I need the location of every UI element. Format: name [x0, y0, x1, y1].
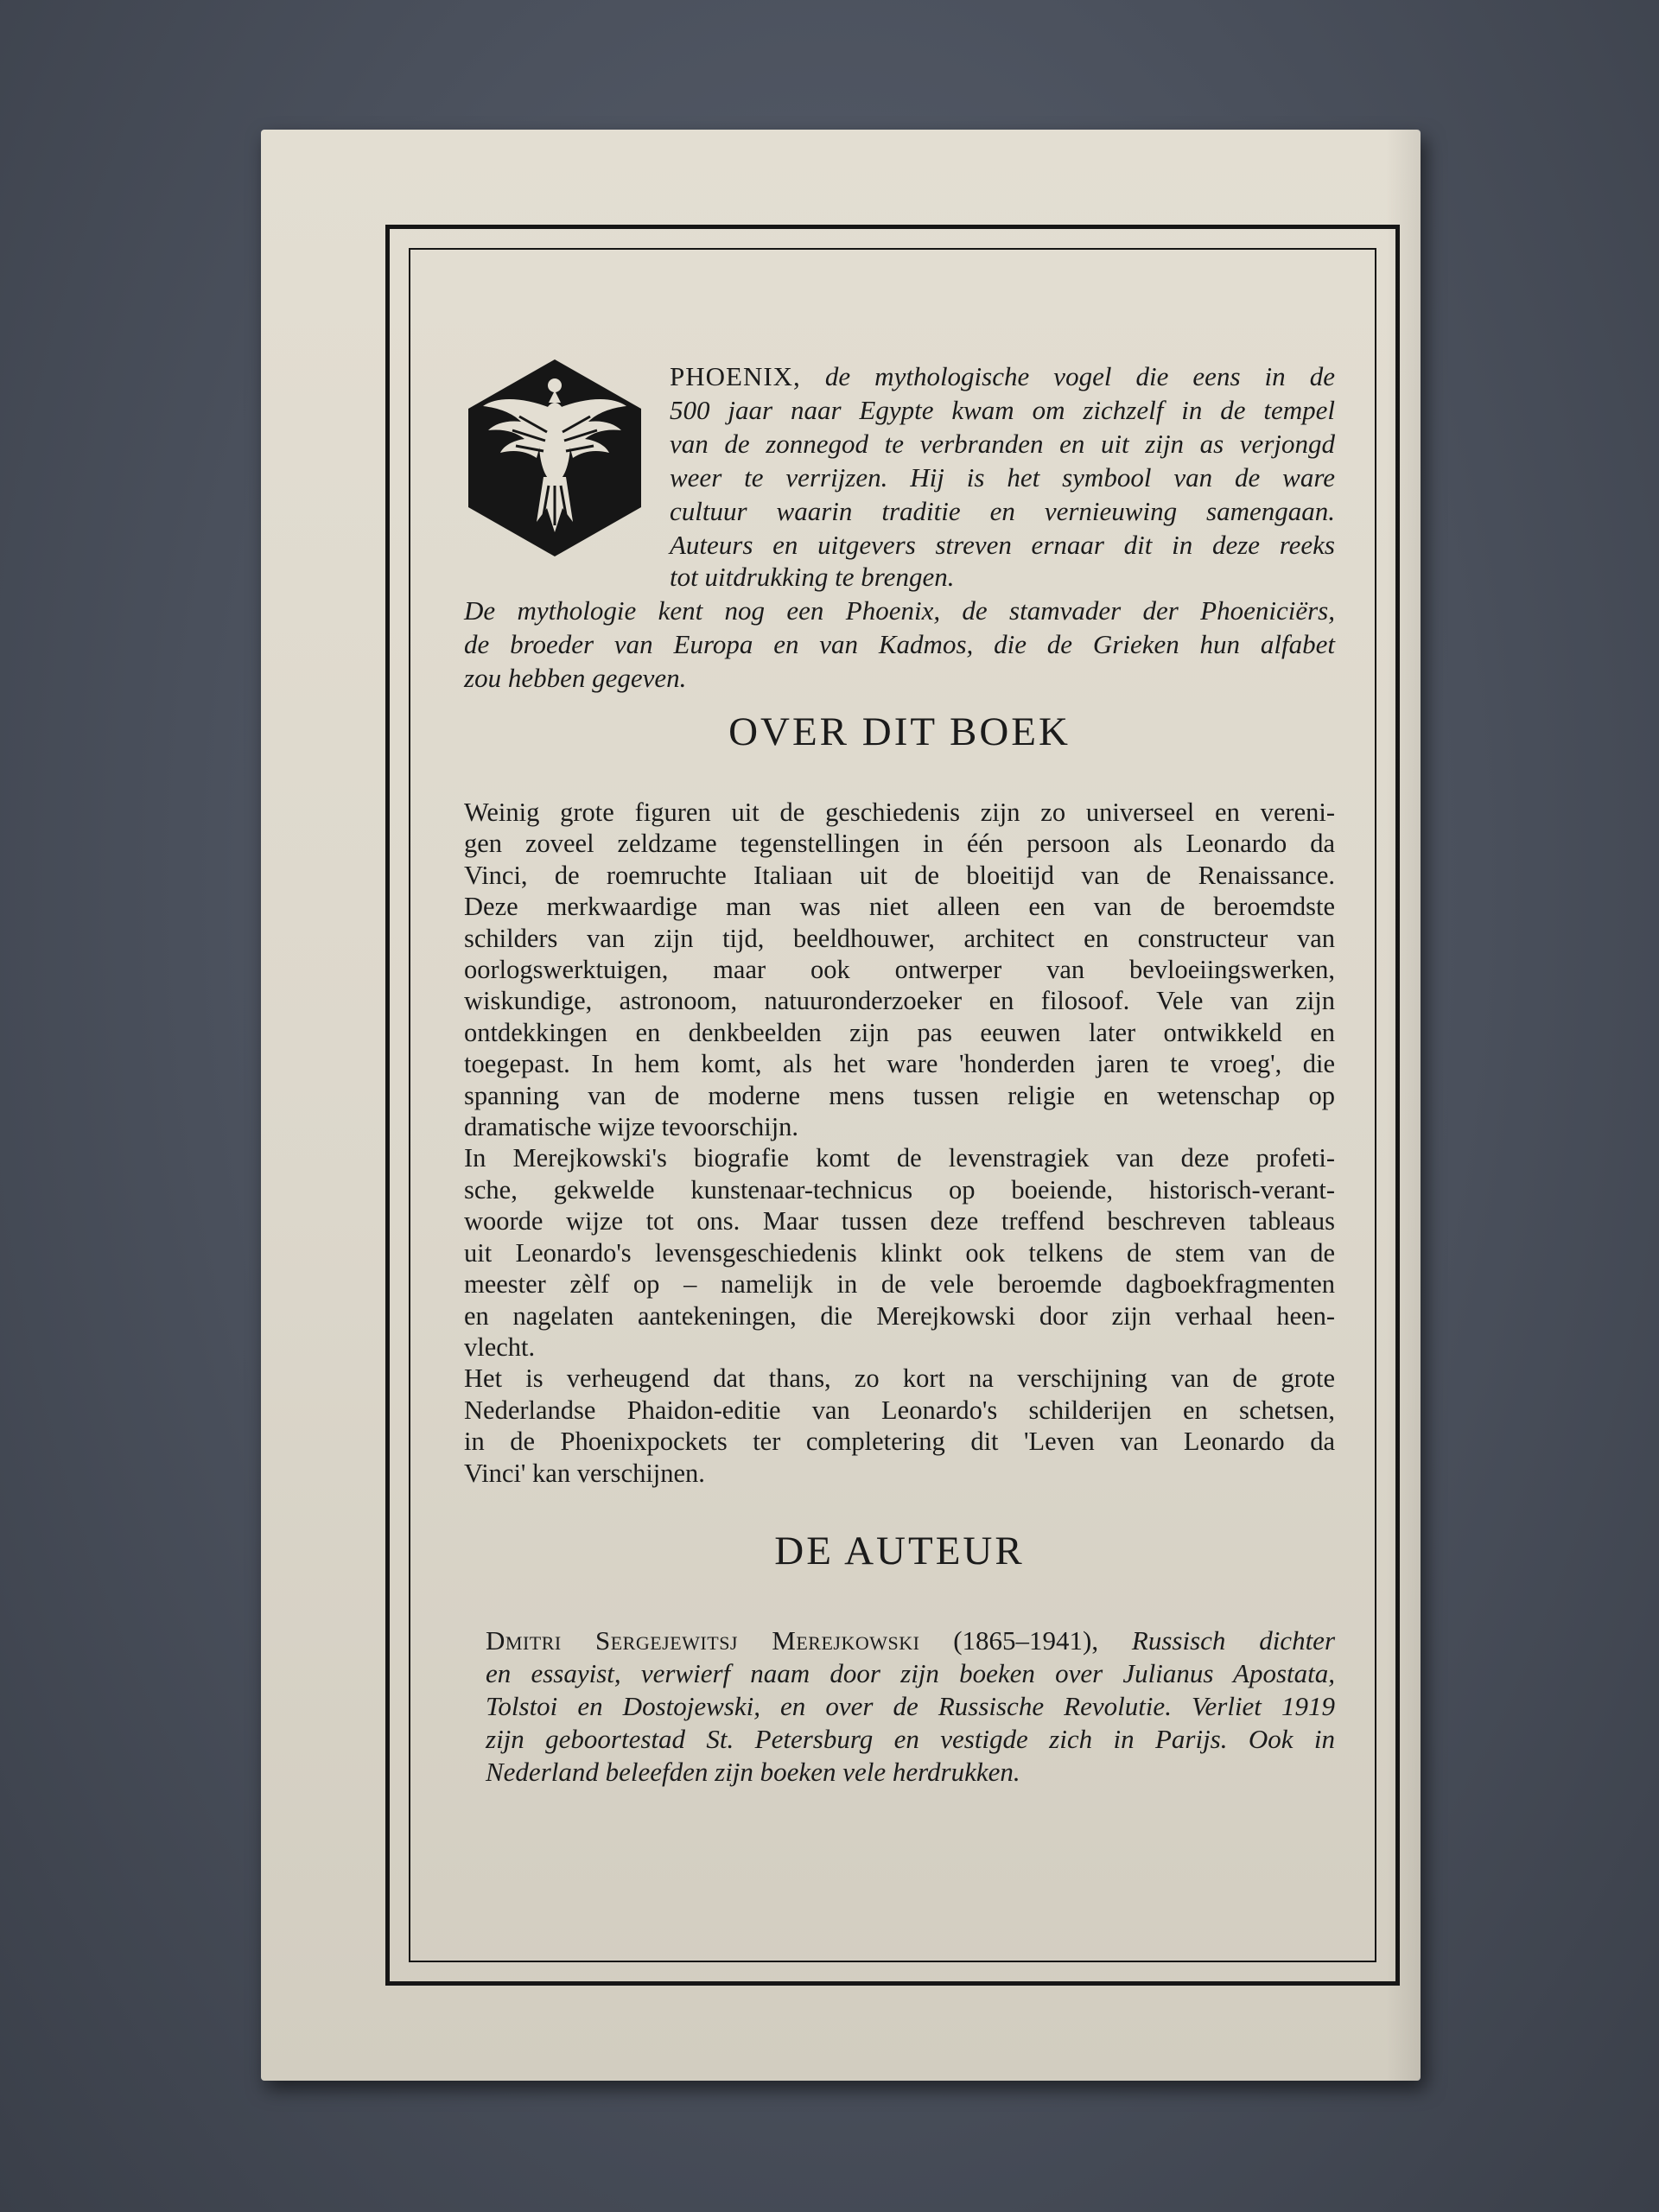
body-line: ontdekkingen en denkbeelden zijn pas eeuwen later ontwikkeld en	[464, 1017, 1335, 1047]
body-line: spanning van de moderne mens tussen religie en wetenschap op	[464, 1080, 1335, 1110]
phoenix-intro-continued	[464, 560, 1335, 695]
body-line: Vinci' kan verschijnen.	[464, 1458, 705, 1488]
intro-line: De mythologie kent nog een Phoenix, de stamvader der Phoeniciërs,	[464, 595, 1335, 626]
intro-line: weer te verrijzen. Hij is het symbool van de ware	[670, 462, 1335, 493]
body-line: in de Phoenixpockets ter completering dit 'Leven van Leonardo da	[464, 1427, 1335, 1457]
intro-line: Auteurs en uitgevers streven ernaar dit in deze reeks	[670, 530, 1335, 560]
intro-line: 500 jaar naar Egypte kwam om zichzelf in de tempel	[670, 395, 1335, 425]
author-line: Dmitri Sergejewitsj Merejkowski (1865–1941), Russisch dichter	[486, 1625, 1336, 1656]
body-line: Het is verheugend dat thans, zo kort na verschijning van de grote	[464, 1363, 1335, 1394]
author-dates: (1865–1941),	[919, 1625, 1099, 1656]
author-line: Nederland beleefden zijn boeken vele herdrukken.	[486, 1757, 1020, 1787]
author-line: en essayist, verwierf naam door zijn boeken over Julianus Apostata,	[486, 1658, 1335, 1688]
heading-over-dit-boek: OVER DIT BOEK	[728, 709, 1071, 754]
body-line: Deze merkwaardige man was niet alleen een van de beroemdste	[464, 892, 1335, 922]
body-line: meester zèlf op – namelijk in de vele beroemde dagboekfragmenten	[464, 1269, 1335, 1300]
body-line: uit Leonardo's levensgeschiedenis klinkt ook telkens de stem van de	[464, 1237, 1335, 1268]
author-line: zijn geboortestad St. Petersburg en vestigde zich in Parijs. Ook in	[486, 1724, 1335, 1754]
book-back-cover	[261, 130, 1421, 2081]
author-bio	[486, 1624, 1335, 1789]
intro-line: tot uitdrukking te brengen.	[670, 562, 955, 592]
body-line: Nederlandse Phaidon-editie van Leonardo's schilderijen en schetsen,	[464, 1395, 1335, 1425]
body-line: In Merejkowski's biografie komt de levenstragiek van deze profeti-	[464, 1143, 1335, 1173]
phoenix-intro-beside-logo	[670, 359, 1335, 562]
body-line: schilders van zijn tijd, beeldhouwer, architect en constructeur van	[464, 923, 1335, 953]
body-line: woorde wijze tot ons. Maar tussen deze treffend beschreven tableaus	[464, 1206, 1335, 1236]
body-line: sche, gekwelde kunstenaar-technicus op boeiende, historisch-verant-	[464, 1174, 1335, 1205]
book-description	[464, 797, 1335, 1489]
author-name: Dmitri Sergejewitsj Merejkowski	[486, 1625, 920, 1656]
body-line: dramatische wijze tevoorschijn.	[464, 1112, 799, 1142]
heading-de-auteur: DE AUTEUR	[774, 1529, 1025, 1573]
intro-line: cultuur waarin traditie en vernieuwing samengaan.	[670, 496, 1335, 526]
phoenix-lead-word: PHOENIX,	[670, 361, 801, 391]
cover-text-block	[464, 356, 1336, 1911]
intro-line: zou hebben gegeven.	[464, 663, 687, 693]
author-line: Tolstoi en Dostojewski, en over de Russische Revolutie. Verliet 1919	[486, 1691, 1335, 1721]
body-line: wiskundige, astronoom, natuuronderzoeker en filosoof. Vele van zijn	[464, 986, 1335, 1016]
intro-line: PHOENIX, de mythologische vogel die eens in de	[670, 361, 1335, 391]
body-line: gen zoveel zeldzame tegenstellingen in één persoon als Leonardo da	[464, 829, 1335, 859]
body-line: Vinci, de roemruchte Italiaan uit de bloeitijd van de Renaissance.	[464, 860, 1335, 890]
body-line: oorlogswerktuigen, maar ook ontwerper van bevloeiingswerken,	[464, 955, 1335, 985]
intro-line: van de zonnegod te verbranden en uit zijn as verjongd	[670, 429, 1335, 459]
body-line: Weinig grote figuren uit de geschiedenis zijn zo universeel en vereni-	[464, 798, 1335, 827]
body-line: vlecht.	[464, 1332, 536, 1362]
phoenix-logo-icon	[464, 356, 645, 560]
body-line: en nagelaten aantekeningen, die Merejkowski door zijn verhaal heen-	[464, 1300, 1335, 1331]
intro-line: de broeder van Europa en van Kadmos, die de Grieken hun alfabet	[464, 629, 1335, 659]
body-line: toegepast. In hem komt, als het ware 'honderden jaren te vroeg', die	[464, 1049, 1335, 1079]
